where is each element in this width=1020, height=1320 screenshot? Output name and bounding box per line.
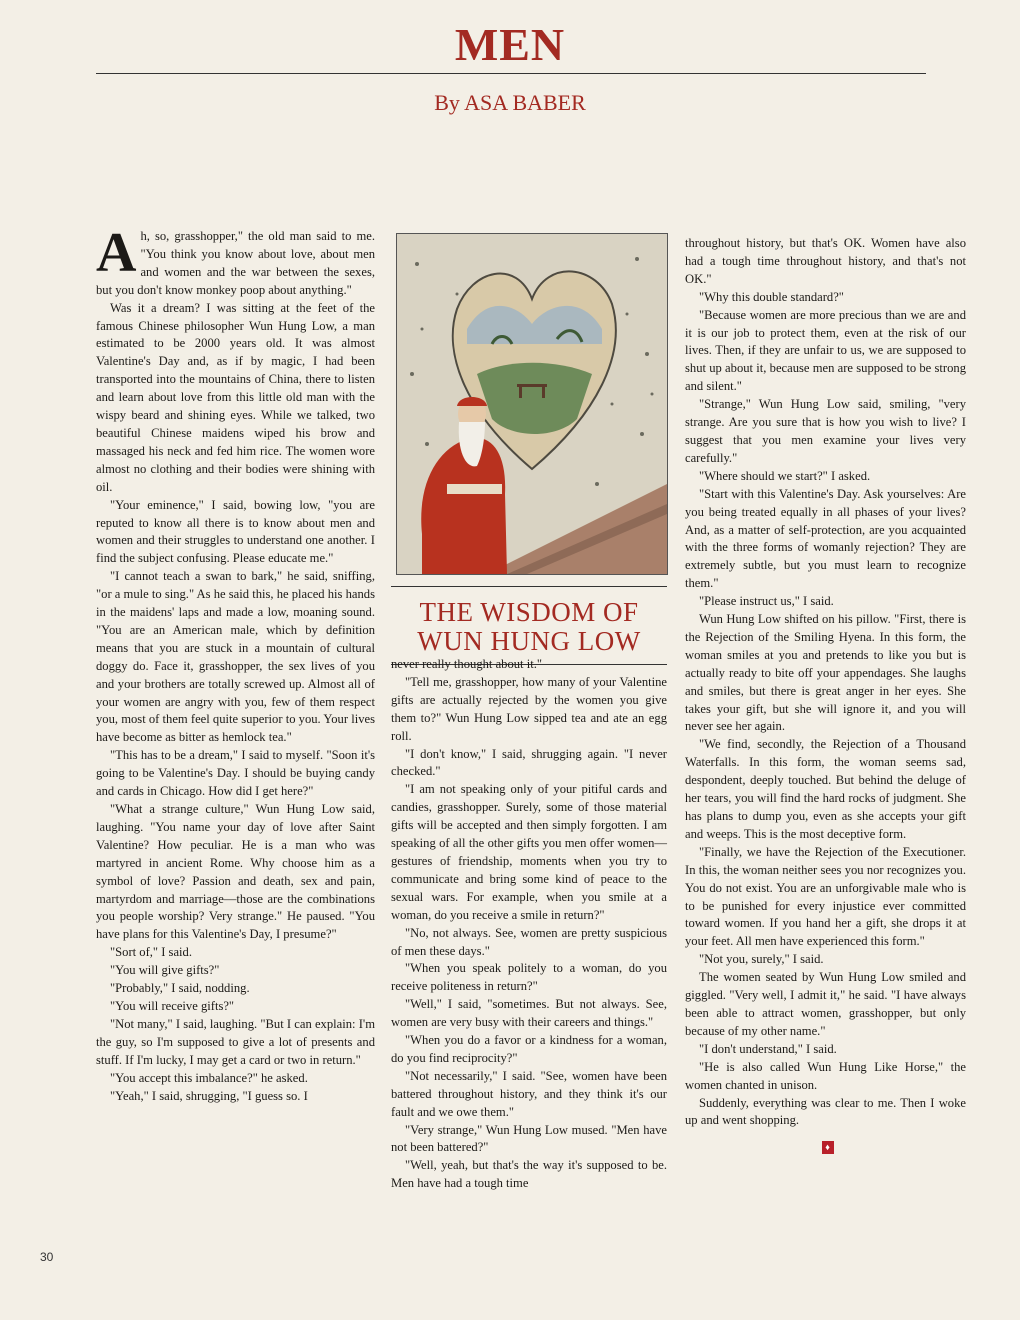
page-number: 30 [40, 1250, 54, 1264]
paragraph: "This has to be a dream," I said to myself. "Soon it's going to be Valentine's Day. I should be buying candy and cards in Chicago. How did I get here?" [96, 748, 375, 799]
paragraph: "Very strange," Wun Hung Low mused. "Men have not been battered?" [391, 1122, 667, 1155]
paragraph: "We find, secondly, the Rejection of a Thousand Waterfalls. In this form, the woman seems sad, despondent, deeply touched. But behind the deluge of her tears, you will find the hard rocks of judgment. She has plans to dump you, even as she accepts your gift and weeps. This is the most deceptive form. [685, 737, 966, 841]
paragraph: "I don't understand," I said. [699, 1041, 837, 1056]
article-headline [391, 598, 667, 656]
paragraph: "He is also called Wun Hung Like Horse," the women chanted in unison. [685, 1059, 966, 1092]
paragraph: Ah, so, grasshopper," the old man said to me. "You think you know about love, about men and women and the war between the sexes, but you don't know monkey poop about anything." [96, 222, 375, 297]
header-rule [96, 73, 926, 74]
paragraph: Was it a dream? I was sitting at the feet of the famous Chinese philosopher Wun Hung Low, a man estimated to be 2000 years old. It was almost Valentine's Day and, as if by magic, I had been transported into the mountains of China, there to listen and learn about love from this little old man with the wispy beard and shining eyes. While we talked, two beautiful Chinese maidens wiped his brow and massaged his neck and fed him rice. The women wore almost no clothing and their bodies were shining with oil. [96, 300, 375, 494]
paragraph: "Why this double standard?" [699, 289, 844, 304]
paragraph: "I cannot teach a swan to bark," he said, sniffing, "or a mule to sing." As he said this, he placed his hands in the maidens' laps and made a low, moaning sound. "You are an American male, which by definition means that you are stuck in a mountain of cultural doggy do. Face it, grasshopper, the sex lives of you and your brothers are totally screwed up. Almost all of your women are angry with you, few of them respect you, most of them feel quite superior to you. Your lives have become as bitter as hemlock tea." [96, 569, 375, 745]
paragraph: The women seated by Wun Hung Low smiled and giggled. "Very well, I admit it," he said. "I have always been able to attract women, grasshopper, but only because of my other name." [685, 970, 966, 1038]
paragraph: "Probably," I said, nodding. [110, 981, 250, 996]
paragraph: "Not you, surely," I said. [699, 952, 824, 967]
paragraph: "You will receive gifts?" [110, 998, 235, 1013]
rabbit-head-end-mark-icon: ♦ [822, 1141, 834, 1154]
byline: By ASA BABER [434, 90, 586, 115]
paragraph: "Please instruct us," I said. [699, 594, 834, 609]
paragraph: "Tell me, grasshopper, how many of your Valentine gifts are actually rejected by the women you give them to?" Wun Hung Low sipped tea and ate an egg roll. [391, 674, 667, 743]
article-column-2 [391, 656, 667, 1193]
paragraph: "What a strange culture," Wun Hung Low said, laughing. "You name your day of love after Saint Valentine? How peculiar. He is a man who was martyred in ancient Rome. Why choose him as a symbol of love? Passion and death, sex and pain, martyrdom and marriage—those are the combinations you people worship? Very strange." He paused. "You have plans for this Valentine's Day, I presume?" [96, 802, 375, 942]
paragraph: "Yeah," I said, shrugging, "I guess so. I [110, 1088, 308, 1103]
paragraph: "Not necessarily," I said. "See, women have been battered throughout history, and they think it's our fault and we owe them." [391, 1068, 667, 1119]
paragraph: "Your eminence," I said, bowing low, "you are reputed to know all there is to know about men and women and their struggles to understand one another. I find the subject confusing. Please educate me." [96, 497, 375, 566]
paragraph: "Strange," Wun Hung Low said, smiling, "very strange. Are you sure that is how you wish to live? I suggest that you men examine your lives very carefully." [685, 397, 966, 465]
paragraph: "You will give gifts?" [110, 963, 220, 978]
paragraph: "Start with this Valentine's Day. Ask yourselves: Are you being treated equally in all phases of your lives? And, as a matter of self-protection, are you acquainted with the three forms of womanly rejection? They are extremely subtle, but you must learn to recognize them." [685, 486, 966, 591]
paragraph: "Well," I said, "sometimes. But not always. See, women are very busy with their careers and things." [391, 997, 667, 1030]
paragraph: "Sort of," I said. [110, 945, 192, 960]
paragraph: Suddenly, everything was clear to me. Then I woke up and went shopping. [685, 1095, 966, 1128]
paragraph: "You accept this imbalance?" he asked. [110, 1070, 308, 1085]
paragraph: "I am not speaking only of your pitiful cards and candies, grasshopper. Surely, some of those material gifts will be accepted and then simply forgotten. I am speaking of all the other gifts you men offer women—gestures of friendship, moments when you try to communicate and bring some kind of peace to the sexual wars. For example, when you smile at a woman, do you receive a smile in return?" [391, 782, 667, 922]
paragraph: "Where should we start?" I asked. [699, 468, 871, 483]
article-column-1 [96, 222, 375, 1105]
paragraph: "Well, yeah, but that's the way it's supposed to be. Men have had a tough time [391, 1158, 667, 1191]
paragraph: Wun Hung Low shifted on his pillow. "First, there is the Rejection of the Smiling Hyena. In this form, the woman smiles at you and pretends to like you but is actually ready to bite off your appendages. She laughs and smiles, but there is great anger in her eyes. She takes your gift, but she will ignore it, and you will never see her again. [685, 612, 966, 734]
section-title: MEN [454, 19, 566, 70]
paragraph: "No, not always. See, women are pretty suspicious of men these days." [391, 925, 667, 958]
paragraph: "I don't know," I said, shrugging again. "I never checked." [391, 746, 667, 779]
paragraph: "When you do a favor or a kindness for a woman, do you find reciprocity?" [391, 1033, 667, 1065]
headline-rule-top [391, 586, 667, 587]
paragraph: "Finally, we have the Rejection of the Executioner. In this, the woman neither sees you nor recognizes you. You do not exist. You are an unforgivable male who is to be punished for every injustice ever committed toward women. If you hand her a gift, she drops it at your feet. All men have experienced this form." [685, 844, 966, 949]
article-column-3 [685, 235, 966, 1154]
wise-man-heart-vision-illustration [396, 233, 668, 575]
headline-line-1: THE WISDOM OF [419, 597, 639, 627]
paragraph: "When you speak politely to a woman, do you receive politeness in return?" [391, 961, 667, 994]
paragraph: throughout history, but that's OK. Women have also had a tough time throughout history, and that's not OK." [685, 236, 966, 286]
paragraph: "Not many," I said, laughing. "But I can explain: I'm the guy, so I'm supposed to give a lot of presents and stuff. If I'm lucky, I may get a card or two in return." [96, 1016, 375, 1067]
paragraph: "Because women are more precious than we are and it is our job to protect them, even at the risk of our lives. Then, if they are unfair to us, we are supposed to shut up about it, because men are supposed to be strong and silent." [685, 307, 966, 394]
drop-cap: A [96, 222, 137, 284]
paragraph: never really thought about it." [391, 657, 542, 671]
headline-line-2: WUN HUNG LOW [417, 626, 641, 656]
